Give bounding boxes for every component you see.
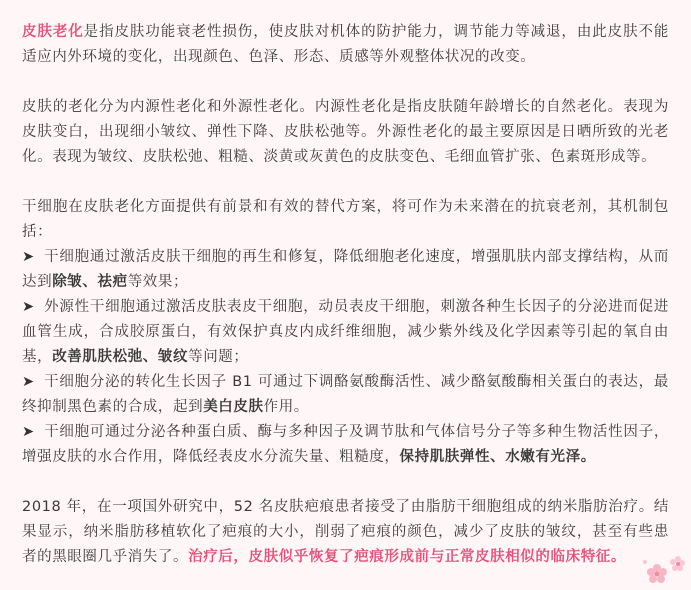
spacer <box>22 170 669 195</box>
bullet-item-3 <box>22 370 669 420</box>
bullet-1-bold: 除皱、祛疤 <box>52 274 128 290</box>
bullet-3-bold: 美白皮肤 <box>203 399 264 415</box>
bullet-item-1 <box>22 245 669 295</box>
bullet-item-4 <box>22 420 669 470</box>
bullet-2-bold: 改善肌肤松弛、皱纹 <box>52 349 189 365</box>
paragraph-types <box>22 95 669 170</box>
paragraph-stem-cell-intro <box>22 195 669 245</box>
spacer <box>22 70 669 95</box>
paragraph-study <box>22 495 669 570</box>
bullet-1-tail: 等效果； <box>127 274 189 290</box>
study-highlight: 治疗后，皮肤似乎恢复了疤痕形成前与正常皮肤相似的临床特征。 <box>188 549 627 565</box>
cherry-blossom-icon <box>637 554 687 588</box>
arrow-bullet-icon: ➤ <box>22 299 35 315</box>
bullet-2-text: 外源性干细胞通过激活皮肤表皮干细胞，动员表皮干细胞，刺激各种生长因子的分泌进而促进血管生成，合成胶原蛋白，有效保护真皮内成纤维细胞，减少紫外线及化学因素等引起的氧自由基， <box>22 299 669 365</box>
arrow-bullet-icon: ➤ <box>22 249 35 265</box>
article-card <box>12 10 679 580</box>
arrow-bullet-icon: ➤ <box>22 374 35 390</box>
arrow-bullet-icon: ➤ <box>22 424 35 440</box>
types-text: 皮肤的老化分为内源性老化和外源性老化。内源性老化是指皮肤随年龄增长的自然老化。表现为皮肤变白，出现细小皱纹、弹性下降、皮肤松弛等。外源性老化的最主要原因是日晒所致的光老化。表现为皱纹、皮肤松弛、粗糙、淡黄或灰黄色的皮肤变色、毛细血管扩张、色素斑形成等。 <box>22 99 669 165</box>
bullet-2-tail: 等问题； <box>188 349 249 365</box>
bullet-3-tail: 作用。 <box>263 399 309 415</box>
bullet-4-text: 干细胞可通过分泌各种蛋白质、酶与多种因子及调节肽和气体信号分子等多种生物活性因子，增强皮肤的水合作用，降低经表皮水分流失量、粗糙度， <box>22 424 669 465</box>
study-text: 2018 年，在一项国外研究中，52 名皮肤疤痕患者接受了由脂肪干细胞组成的纳米脂肪治疗。结果显示，纳米脂肪移植软化了疤痕的大小，削弱了疤痕的颜色，减少了皮肤的皱纹，甚至有些患者的黑眼圈几乎消失了。 <box>22 499 669 565</box>
bullet-item-2 <box>22 295 669 370</box>
bullet-1-text: 干细胞通过激活皮肤干细胞的再生和修复，降低细胞老化速度，增强肌肤内部支撑结构，从而达到 <box>22 249 669 290</box>
term-skin-aging: 皮肤老化 <box>22 24 84 40</box>
spacer <box>22 470 669 495</box>
bullet-3-text: 干细胞分泌的转化生长因子 B1 可通过下调酪氨酸酶活性、减少酪氨酸酶相关蛋白的表达，最终抑制黑色素的合成，起到 <box>22 374 669 415</box>
paragraph-definition <box>22 20 669 70</box>
definition-text: 是指皮肤功能衰老性损伤，使皮肤对机体的防护能力，调节能力等减退，由此皮肤不能适应内外环境的变化，出现颜色、色泽、形态、质感等外观整体状况的改变。 <box>22 24 670 65</box>
intro-text: 干细胞在皮肤老化方面提供有前景和有效的替代方案，将可作为未来潜在的抗衰老剂，其机制包括： <box>22 199 669 240</box>
article-body <box>12 10 679 570</box>
bullet-4-bold: 保持肌肤弹性、水嫩有光泽。 <box>399 449 596 465</box>
